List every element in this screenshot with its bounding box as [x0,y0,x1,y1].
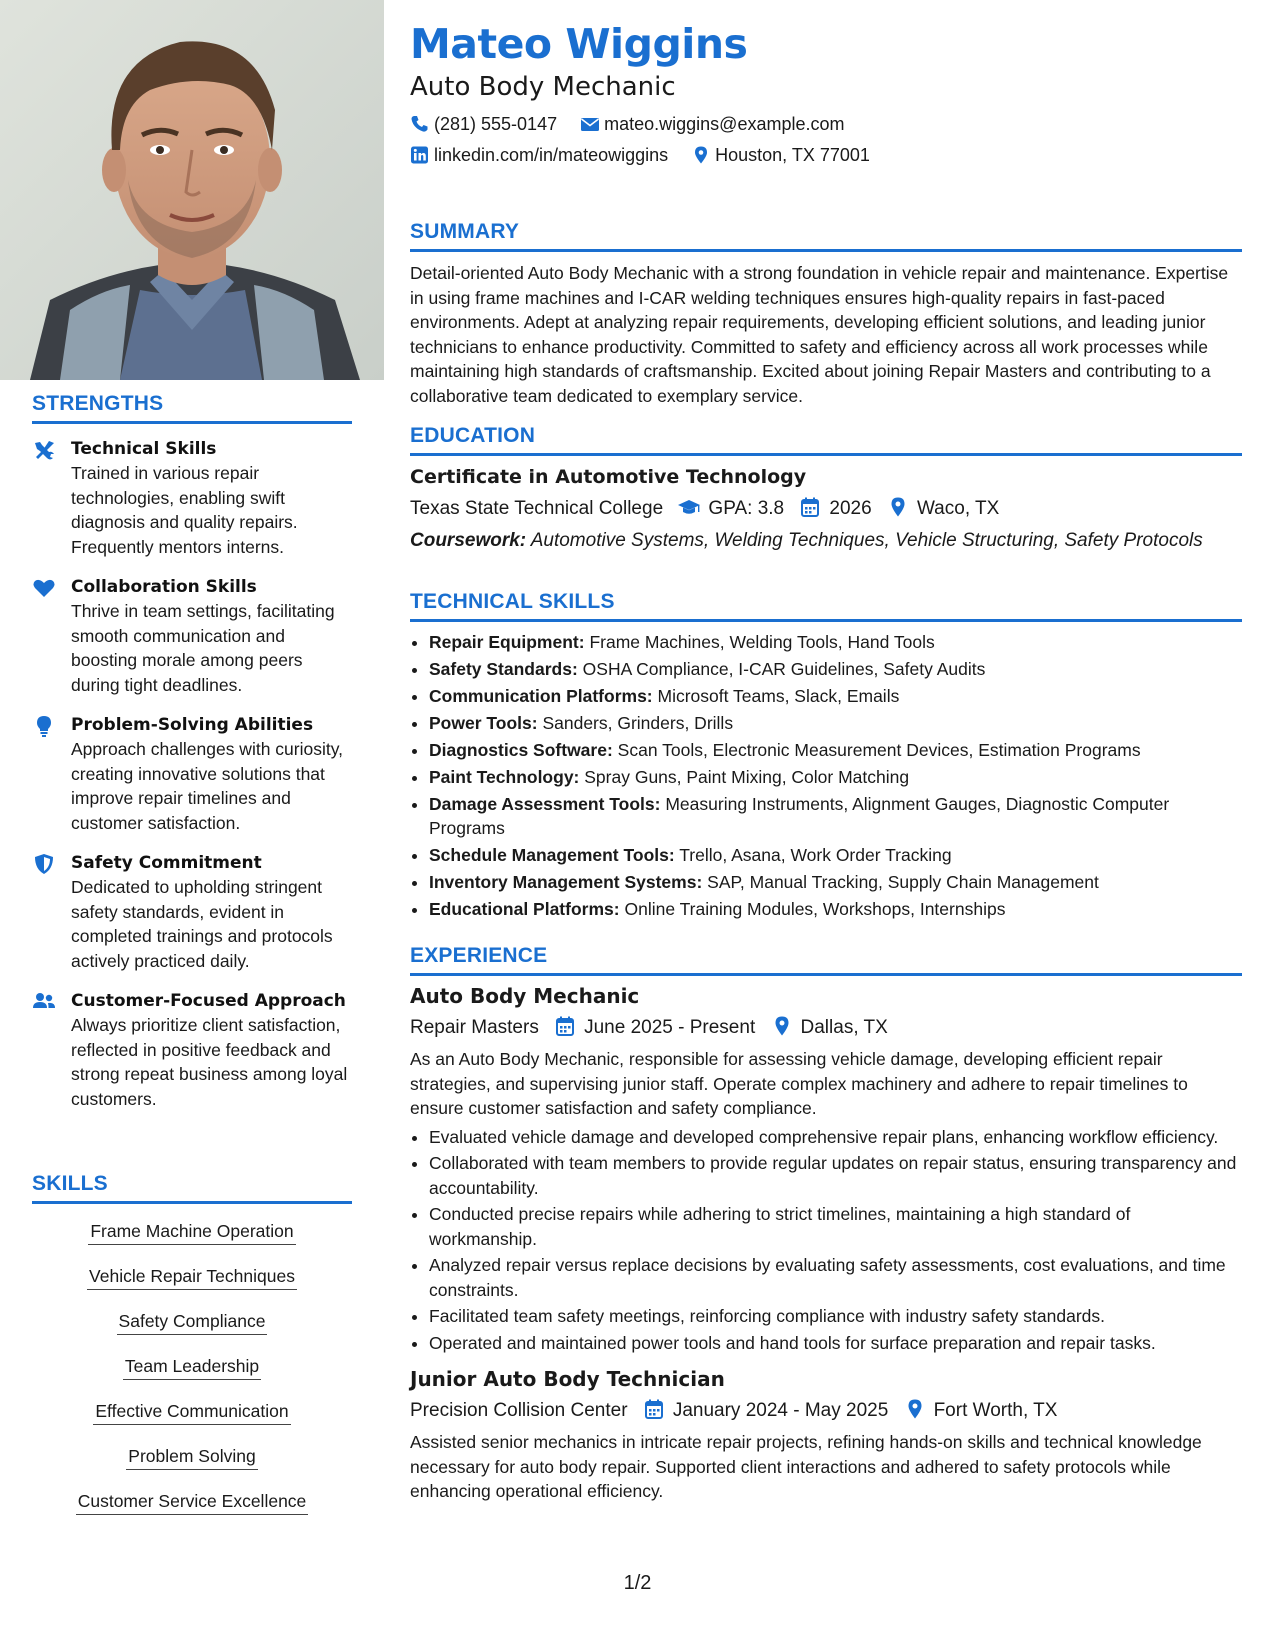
job-dates: June 2025 - Present [584,1017,756,1038]
strength-description: Approach challenges with curiosity, creating innovative solutions that improve repair timelines and customer satisfaction. [71,739,344,833]
list-item [429,792,1242,840]
job-bullets [410,1125,1242,1356]
skill-values: Microsoft Teams, Slack, Emails [657,686,900,706]
list-item [429,630,1242,654]
profile-photo [0,0,384,380]
skill-tag: Team Leadership [123,1354,261,1380]
skill-values: Online Training Modules, Workshops, Internships [624,899,1006,919]
technical-skills-heading: TECHNICAL SKILLS [410,590,1242,622]
skill-category: Schedule Management Tools: [429,845,675,865]
phone-text: (281) 555-0147 [434,114,558,134]
job-description: Assisted senior mechanics in intricate repair projects, refining hands-on skills and technical knowledge necessary for auto body repair. Supported client interactions and adhered to safety protocols while enhancing operational efficiency. [410,1432,1202,1501]
strengths-heading: STRENGTHS [32,392,352,424]
list-item: • Collaborated with team members to provide regular updates on repair status, ensuring transparency and accountability. [429,1151,1242,1200]
list-item [429,711,1242,735]
lightbulb-icon [32,715,56,737]
list-item [429,843,1242,867]
skill-category: Educational Platforms: [429,899,620,919]
list-item [429,897,1242,921]
company-name: Precision Collision Center [410,1400,628,1421]
skill-category: Communication Platforms: [429,686,653,706]
strength-description: Trained in various repair technologies, enabling swift diagnosis and quality repairs. Frequently mentors interns. [71,463,298,557]
calendar-icon [554,1016,576,1036]
skill-values: Trello, Asana, Work Order Tracking [679,845,952,865]
summary-heading: SUMMARY [410,220,1242,252]
job-location: Dallas, TX [800,1017,888,1038]
education-meta [410,497,1242,520]
skill-values: Spray Guns, Paint Mixing, Color Matching [584,767,910,787]
list-item: • Facilitated team safety meetings, reinforcing compliance with industry safety standards. [429,1304,1242,1329]
candidate-role: Auto Body Mechanic [410,72,676,102]
email-contact[interactable] [580,114,844,134]
strength-title: Customer-Focused Approach [71,991,346,1011]
school-name: Texas State Technical College [410,498,664,519]
list-item [429,657,1242,681]
strength-description: Thrive in team settings, facilitating smooth communication and boosting morale among peers during tight deadlines. [71,601,335,695]
linkedin-icon [410,146,430,164]
strength-item [32,575,352,697]
list-item: • Conducted precise repairs while adhering to strict timelines, maintaining a high standard of workmanship. [429,1202,1242,1251]
calendar-icon [643,1399,665,1419]
skill-category: Damage Assessment Tools: [429,794,661,814]
coursework-list: Automotive Systems, Welding Techniques, Vehicle Structuring, Safety Protocols [530,530,1203,551]
strength-title: Collaboration Skills [71,577,257,597]
list-item [429,684,1242,708]
list-item: • Operated and maintained power tools and hand tools for surface preparation and repair tasks. [429,1331,1242,1356]
coursework-label: Coursework: [410,530,527,551]
job-title: Auto Body Mechanic [410,984,640,1008]
job-meta [410,1399,1242,1422]
company-name: Repair Masters [410,1017,539,1038]
strength-item [32,851,352,973]
summary-section [410,220,1242,408]
education-section [410,424,1242,553]
technical-skills-list [410,630,1242,921]
strength-title: Problem-Solving Abilities [71,715,314,735]
contact-row-2 [410,145,888,166]
location-text: Houston, TX 77001 [715,145,870,165]
job-title: Junior Auto Body Technician [410,1367,725,1391]
job-description: As an Auto Body Mechanic, responsible for assessing vehicle damage, developing efficient repair strategies, and supervising junior staff. Operate complex machinery and adhere to repair timelines to ensure customer satisfaction and safety compliance. [410,1049,1188,1118]
list-item: • Evaluated vehicle damage and developed comprehensive repair plans, enhancing workflow efficiency. [429,1125,1242,1150]
skills-heading: SKILLS [32,1172,352,1204]
location-contact [691,145,870,165]
strength-item [32,713,352,835]
email-text: mateo.wiggins@example.com [604,114,845,134]
map-pin-icon [904,1399,926,1419]
strength-description: Always prioritize client satisfaction, reflected in positive feedback and strong repeat business among loyal customers. [71,1015,348,1109]
list-item [429,765,1242,789]
coursework [410,528,1242,553]
phone-icon [410,115,430,133]
degree-title: Certificate in Automotive Technology [410,466,807,488]
strengths-section [32,392,352,1111]
strength-title: Technical Skills [71,439,217,459]
gpa-text: GPA: 3.8 [708,498,785,519]
left-column [0,0,384,1650]
technical-skills-section [410,590,1242,924]
job-dates: January 2024 - May 2025 [672,1400,889,1421]
graduation-year: 2026 [829,498,872,519]
skill-category: Power Tools: [429,713,538,733]
contact-row-1 [410,114,862,135]
skill-tag: Effective Communication [93,1399,290,1425]
education-heading: EDUCATION [410,424,1242,456]
skill-category: Safety Standards: [429,659,578,679]
skill-tag: Customer Service Excellence [76,1489,309,1515]
map-pin-icon [887,497,909,517]
linkedin-text: linkedin.com/in/mateowiggins [434,145,669,165]
map-pin-icon [771,1016,793,1036]
skill-values: Scan Tools, Electronic Measurement Devices, Estimation Programs [617,740,1141,760]
skill-tag: Vehicle Repair Techniques [87,1264,297,1290]
skill-values: Frame Machines, Welding Tools, Hand Tools [589,632,935,652]
experience-section [410,944,1242,1504]
shield-icon [32,853,56,875]
heart-icon [32,577,56,599]
experience-heading: EXPERIENCE [410,944,1242,976]
summary-text: Detail-oriented Auto Body Mechanic with a strong foundation in vehicle repair and maintenance. Expertise in using frame machines and I-CAR welding techniques ensures high-quality repairs in fast-paced environments. Adept at analyzing repair requirements, developing efficient solutions, and leading junior technicians to enhance productivity. Committed to safety and efficiency across all work processes while maintaining high standards of craftsmanship. Excited about joining Repair Masters and contributing to a collaborative team dedicated to exemplary service. [410,263,1229,406]
education-location: Waco, TX [916,498,1000,519]
skill-category: Repair Equipment: [429,632,585,652]
list-item [429,870,1242,894]
tools-icon [32,439,56,461]
skill-tag: Safety Compliance [117,1309,268,1335]
envelope-icon [580,115,600,133]
job-location: Fort Worth, TX [933,1400,1058,1421]
linkedin-contact[interactable] [410,145,673,165]
skill-values: SAP, Manual Tracking, Supply Chain Management [707,872,1099,892]
phone-contact[interactable] [410,114,562,134]
job-meta [410,1016,1242,1039]
page-number: 1/2 [623,1572,652,1594]
skill-values: Measuring Instruments, Alignment Gauges, Diagnostic Computer Programs [429,794,1170,838]
candidate-name: Mateo Wiggins [410,20,748,68]
graduation-cap-icon [678,497,700,517]
strength-item [32,989,352,1111]
strength-description: Dedicated to upholding stringent safety standards, evident in completed trainings and protocols actively practiced daily. [71,877,333,971]
skill-tag: Frame Machine Operation [88,1219,295,1245]
skill-category: Paint Technology: [429,767,580,787]
map-pin-icon [691,146,711,164]
skill-category: Diagnostics Software: [429,740,613,760]
list-item: • Analyzed repair versus replace decisions by evaluating safety assessments, cost evaluations, and time constraints. [429,1253,1242,1302]
skill-tag: Problem Solving [126,1444,257,1470]
strength-title: Safety Commitment [71,853,262,873]
skill-category: Inventory Management Systems: [429,872,703,892]
skill-values: OSHA Compliance, I-CAR Guidelines, Safety Audits [582,659,986,679]
list-item [429,738,1242,762]
skill-values: Sanders, Grinders, Drills [542,713,734,733]
calendar-icon [799,497,821,517]
users-icon [32,991,56,1013]
skills-section [32,1172,352,1515]
strength-item [32,437,352,559]
